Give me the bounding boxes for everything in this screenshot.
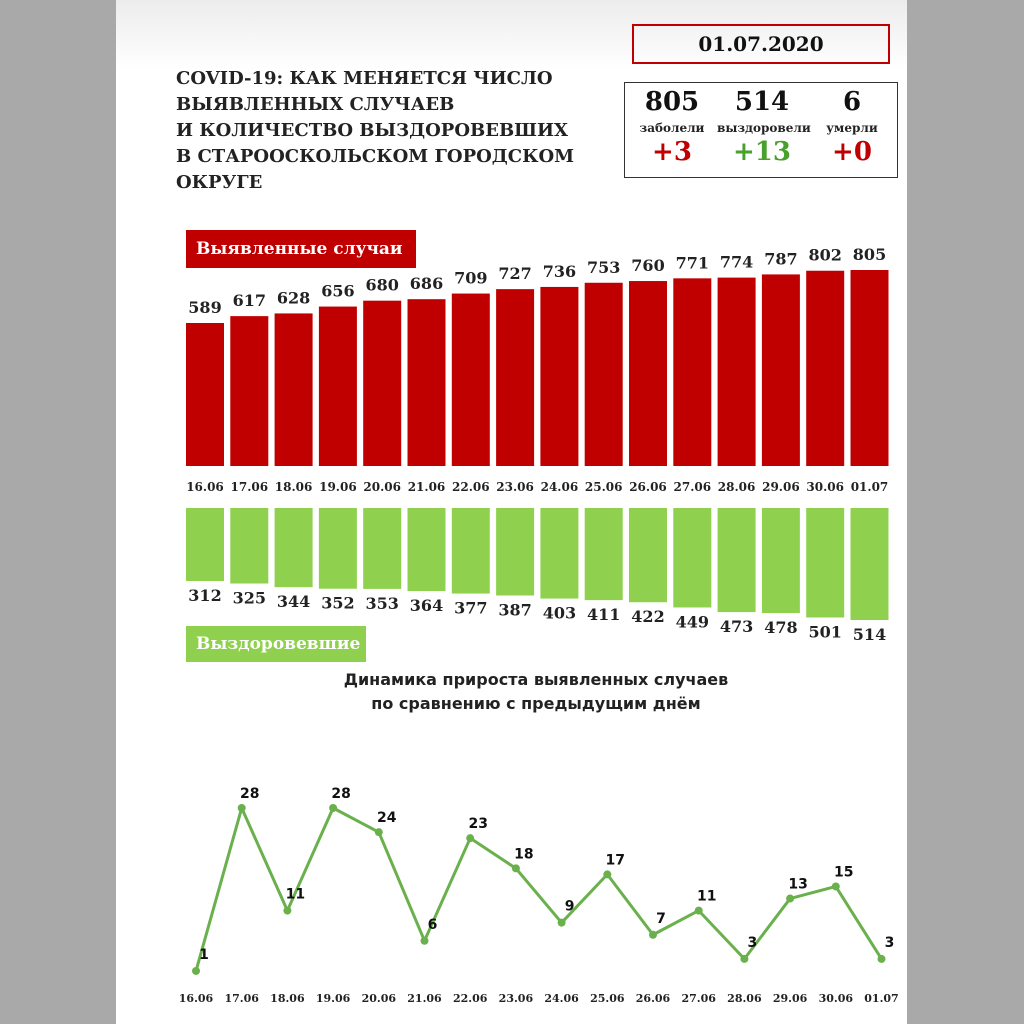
recovered-banner [186,626,366,662]
recovered-value-label: 501 [808,622,842,642]
cases-bar-01.07 [851,270,889,466]
cases-value-label: 805 [852,245,887,264]
cases-date-label: 28.06 [717,480,756,494]
recovered-value-label: 325 [232,588,267,608]
cases-date-label: 24.06 [540,480,579,494]
growth-point-01.07 [878,955,886,963]
recovered-bar-21.06 [408,508,446,591]
cases-date-label: 20.06 [363,480,401,494]
growth-value-label: 9 [564,898,575,915]
growth-value-label: 23 [468,816,488,833]
recovered-value-label: 387 [498,600,532,620]
growth-date-label: 18.06 [270,992,305,1005]
cases-bar-24.06 [540,287,578,466]
cases-value-label: 680 [365,275,399,295]
cases-date-label: 22.06 [452,480,490,494]
growth-date-label: 25.06 [590,992,625,1005]
title-line-1: COVID-19: КАК МЕНЯЕТСЯ ЧИСЛО [176,68,553,89]
growth-date-label: 27.06 [681,992,716,1005]
growth-point-25.06 [603,870,611,878]
cases-value-label: 686 [409,274,444,294]
cases-bar-28.06 [718,278,756,466]
recovered-value-label: 422 [631,607,665,627]
stat-recovered-label: выздоровели [717,121,811,135]
recovered-bar-24.06 [540,508,578,599]
recovered-bar-30.06 [806,508,844,617]
cases-banner-label: Выявленные случаи [196,239,403,259]
growth-value-label: 6 [427,916,438,933]
growth-value-label: 13 [788,876,808,893]
cases-bar-16.06 [186,323,224,466]
growth-point-21.06 [421,937,429,945]
stat-infected-label: заболели [639,121,705,135]
growth-value-label: 28 [331,786,351,802]
cases-date-label: 25.06 [584,480,623,494]
growth-point-29.06 [786,895,794,903]
growth-point-16.06 [192,967,200,975]
cases-date-label: 19.06 [319,480,357,494]
cases-value-label: 727 [498,264,532,284]
cases-value-label: 709 [454,268,488,288]
cases-date-label: 27.06 [673,480,712,494]
growth-value-label: 24 [377,810,397,827]
cases-value-label: 771 [675,253,710,273]
growth-date-label: 17.06 [224,992,259,1005]
growth-date-label: 26.06 [635,992,671,1005]
growth-date-label: 16.06 [178,992,214,1005]
growth-value-label: 3 [884,934,895,951]
growth-date-label: 24.06 [544,992,579,1005]
recovered-bar-29.06 [762,508,800,613]
growth-date-label: 01.07 [864,992,899,1005]
growth-value-label: 15 [834,864,854,881]
recovered-value-label: 449 [675,612,710,632]
cases-bar-29.06 [762,274,800,466]
growth-value-label: 11 [285,886,306,903]
recovered-value-label: 312 [188,586,222,605]
recovered-bar-18.06 [275,508,313,587]
stat-deaths-delta: +0 [832,137,872,167]
title-line-5: ОКРУГЕ [176,172,263,193]
recovered-value-label: 514 [852,625,887,644]
cases-date-label: 30.06 [806,480,844,494]
growth-value-label: 17 [605,852,626,869]
infographic-card [116,0,907,1024]
cases-value-label: 753 [586,257,621,277]
cases-date-label: 26.06 [629,480,667,494]
recovered-bar-16.06 [186,508,224,581]
recovered-value-label: 352 [321,593,355,613]
growth-point-18.06 [283,907,291,915]
growth-date-label: 19.06 [315,992,351,1005]
cases-bar-20.06 [363,301,401,466]
recovered-value-label: 377 [454,598,488,618]
cases-bar-19.06 [319,307,357,466]
title-line-2: ВЫЯВЛЕННЫХ СЛУЧАЕВ [176,94,455,115]
recovered-bar-22.06 [452,508,490,594]
cases-bar-30.06 [806,271,844,466]
stat-recovered-value: 514 [734,87,790,117]
growth-point-20.06 [375,828,383,836]
recovered-value-label: 364 [409,596,444,616]
growth-date-label: 22.06 [452,992,488,1005]
growth-date-label: 28.06 [727,992,762,1005]
recovered-bar-28.06 [718,508,756,612]
growth-point-30.06 [832,882,840,890]
growth-point-23.06 [512,864,520,872]
cases-bar-21.06 [408,299,446,466]
cases-date-label: 23.06 [496,480,534,494]
recovered-value-label: 353 [365,593,399,613]
growth-date-label: 23.06 [498,992,534,1005]
cases-date-label: 18.06 [274,480,313,494]
subtitle-line-1: Динамика прироста выявленных случаев [343,670,729,689]
cases-date-label: 16.06 [186,480,224,494]
growth-date-label: 29.06 [772,992,808,1005]
recovered-bar-25.06 [585,508,623,600]
cases-bar-25.06 [585,283,623,466]
growth-point-27.06 [695,907,703,915]
growth-value-label: 18 [514,846,534,863]
recovered-bar-23.06 [496,508,534,595]
growth-date-label: 20.06 [361,992,397,1005]
cases-value-label: 589 [188,298,222,317]
cases-bar-17.06 [230,316,268,466]
growth-point-24.06 [558,919,566,927]
cases-bar-27.06 [673,278,711,466]
stat-deaths-value: 6 [842,87,862,117]
recovered-bar-19.06 [319,508,357,589]
growth-value-label: 28 [239,786,260,802]
cases-value-label: 802 [808,245,842,265]
recovered-bar-26.06 [629,508,667,602]
stat-recovered-delta: +13 [733,137,791,167]
recovered-bar-17.06 [230,508,268,584]
stat-infected-value: 805 [644,87,700,117]
cases-value-label: 656 [321,281,355,301]
growth-value-label: 3 [747,934,758,951]
recovered-bar-20.06 [363,508,401,589]
cases-date-label: 29.06 [762,480,800,494]
recovered-bar-01.07 [851,508,889,620]
cases-bar-18.06 [275,313,313,466]
cases-date-label: 17.06 [230,480,269,494]
recovered-value-label: 473 [719,617,754,637]
growth-chart-title [276,668,796,716]
cases-bar-23.06 [496,289,534,466]
growth-value-label: 7 [656,910,666,927]
growth-date-label: 21.06 [407,992,442,1005]
recovered-bar-27.06 [673,508,711,607]
cases-bar-22.06 [452,294,490,466]
growth-point-28.06 [740,955,748,963]
cases-date-label: 01.07 [850,480,889,494]
growth-date-label: 30.06 [818,992,854,1005]
growth-point-22.06 [466,834,474,842]
title-line-4: В СТАРООСКОЛЬСКОМ ГОРОДСКОМ [176,146,575,167]
cases-value-label: 787 [764,249,798,269]
growth-value-label: 11 [696,888,717,905]
date-label: 01.07.2020 [698,32,824,56]
recovered-value-label: 403 [542,603,577,623]
stat-deaths-label: умерли [826,121,878,135]
cases-bar-26.06 [629,281,667,466]
charts-canvas [116,0,907,1024]
growth-point-19.06 [329,804,337,812]
growth-point-17.06 [238,804,246,812]
growth-value-label: 1 [199,946,209,963]
recovered-banner-label: Выздоровевшие [196,634,361,654]
cases-value-label: 617 [232,291,267,311]
recovered-value-label: 411 [586,605,621,625]
subtitle-line-2: по сравнению с предыдущим днём [371,694,701,713]
cases-date-label: 21.06 [407,480,446,494]
recovered-value-label: 344 [276,592,311,612]
title-line-3: И КОЛИЧЕСТВО ВЫЗДОРОВЕВШИХ [176,120,568,141]
recovered-value-label: 478 [764,618,798,638]
cases-value-label: 774 [719,252,754,272]
growth-point-26.06 [649,931,657,939]
cases-value-label: 760 [631,256,665,276]
cases-value-label: 736 [542,261,577,281]
cases-value-label: 628 [276,288,311,308]
stat-infected-delta: +3 [652,137,692,167]
